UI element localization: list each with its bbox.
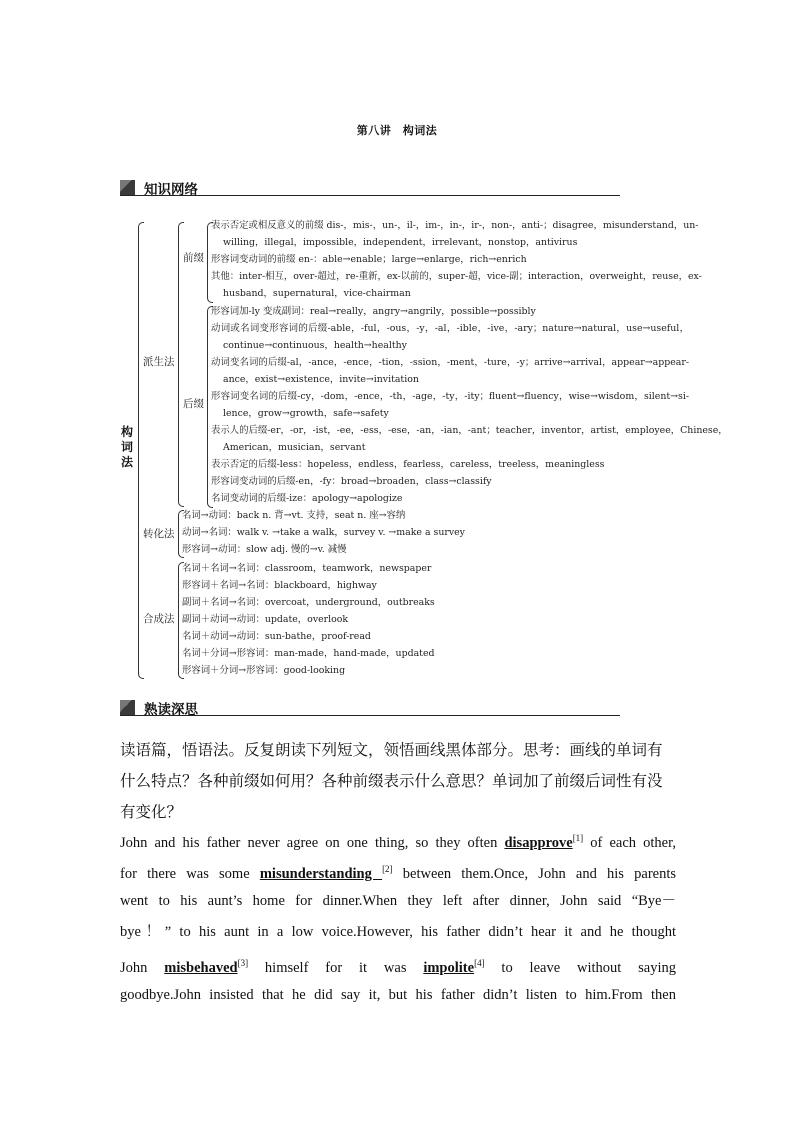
passage-line [120,829,676,852]
footnote-marker: [3] [237,958,249,968]
suffix-line: 表示否定的后缀-less：hopeless，endless，fearless，careless，treeless，meaningless [211,459,605,470]
conversion-line: 形容词→动词：slow adj. 慢的→v. 减慢 [182,544,347,555]
passage-text: for there was some [120,865,260,882]
section-rule [120,715,620,716]
suffix-line: 形容词变名词的后缀-cy，-dom，-ence，-th，-age，-ty，-ity；fluent→fluency，wise→wisdom，silent→si- [211,391,689,402]
suffix-line: 表示人的后缀-er，-or，-ist，-ee，-ess，-ese，-an，-ian，-ant；teacher，inventor，artist，employee，Chinese， [211,425,728,436]
suffix-line: ance，exist→existence，invite→invitation [223,374,419,385]
prefix-line: 其他：inter-相互，over-超过，re-重新，ex-以前的，super-超，vice-副；interaction，overweight，reuse，ex- [211,271,702,282]
suffix-line: 形容词加-ly 变成副词：real→really，angry→angrily，possible→possibly [211,306,536,317]
passage-text: to leave without saying [484,959,676,976]
highlighted-word: impolite [423,959,475,976]
branch-compounding: 合成法 [143,613,175,625]
section-heading-reading [120,700,620,716]
suffix-line: American，musician，servant [223,442,366,453]
suffix-line: 动词或名词变形容词的后缀-able，-ful，-ous，-y，-al，-ible，-ive，-ary；nature→natural，use→useful， [211,323,689,334]
section-heading-label: 熟读深思 [144,702,198,718]
passage-line: bye！” to his aunt in a low voice.However, his father didn’t hear it and he thought [120,924,676,940]
footnote-marker: [2] [382,864,393,874]
branch-derivation: 派生法 [143,356,175,368]
compound-line: 形容词＋名词→名词：blackboard，highway [182,580,377,591]
highlighted-word: disapprove [504,834,573,851]
suffix-line: continue→continuous，health→healthy [223,340,407,351]
root-brace [138,222,144,679]
suffix-line: lence，grow→growth，safe→safety [223,408,389,419]
footnote-marker: [1] [572,833,584,843]
prefix-line: 形容词变动词的前缀 en-：able→enable；large→enlarge，rich→enrich [211,254,527,265]
suffix-line: 动词变名词的后缀-al，-ance，-ence，-tion，-ssion，-ment，-ture，-y；arrive→arrival，appear→appear- [211,357,689,368]
section-marker-icon [120,700,135,715]
compound-line: 名词＋分词→形容词：man-made，hand-made，updated [182,648,435,659]
branch-prefix: 前缀 [183,252,204,264]
highlighted-word: misunderstanding [259,865,383,882]
branch-conversion: 转化法 [143,528,175,540]
prefix-line: 表示否定或相反意义的前缀 dis-，mis-，un-，il-，im-，in-，ir-，non-，anti-；disagree，misunderstand，un- [211,220,699,231]
compound-line: 名词＋名词→名词：classroom，teamwork，newspaper [182,563,432,574]
suffix-line: 名词变动词的后缀-ize：apology→apologize [211,493,403,504]
instruction-paragraph: 读语篇，悟语法。反复朗读下列短文，领悟画线黑体部分。思考：画线的单词有什么特点？各种前缀如何用？各种前缀表示什么意思？单词加了前缀后词性有没有变化？ [120,741,663,821]
branch-suffix: 后缀 [183,398,204,410]
page-title: 第八讲 构词法 [356,124,438,137]
highlighted-word: misbehaved [164,959,238,976]
compound-line: 副词＋名词→名词：overcoat，underground，outbreaks [182,597,435,608]
passage-line: went to his aunt’s home for dinner.When they left after dinner, John said “Bye－ [120,893,676,909]
compound-line: 形容词＋分词→形容词：good-looking [182,665,346,676]
tree-root-label: 构词法 [121,425,134,469]
compound-line: 名词＋动词→动词：sun-bathe，proof-read [182,631,371,642]
passage-line [120,860,676,883]
passage-text: himself for it was [248,959,424,976]
passage-line: goodbye.John insisted that he did say it, but his father didn’t listen to him.From then [120,987,676,1003]
conversion-line: 动词→名词：walk v. →take a walk，survey v. →make a survey [182,527,465,538]
section-heading-label: 知识网络 [144,182,198,198]
passage-line [120,954,676,977]
footnote-marker: [4] [474,958,485,968]
passage-text: of each other, [583,834,676,851]
suffix-line: 形容词变动词的后缀-en，-fy：broad→broaden，class→classify [211,476,492,487]
passage-text: between them.Once, John and his parents [392,865,677,882]
prefix-line: husband，supernatural，vice-chairman [223,288,411,299]
passage-text: John and his father never agree on one thing, so they often [120,834,505,851]
derivation-brace [178,222,184,507]
prefix-line: willing，illegal，impossible，independent，irrelevant，nonstop，antivirus [223,237,578,248]
conversion-line: 名词→动词：back n. 背→vt. 支持，seat n. 座→容纳 [182,510,406,521]
passage-text: John [120,959,165,976]
compound-line: 副词＋动词→动词：update，overlook [182,614,349,625]
